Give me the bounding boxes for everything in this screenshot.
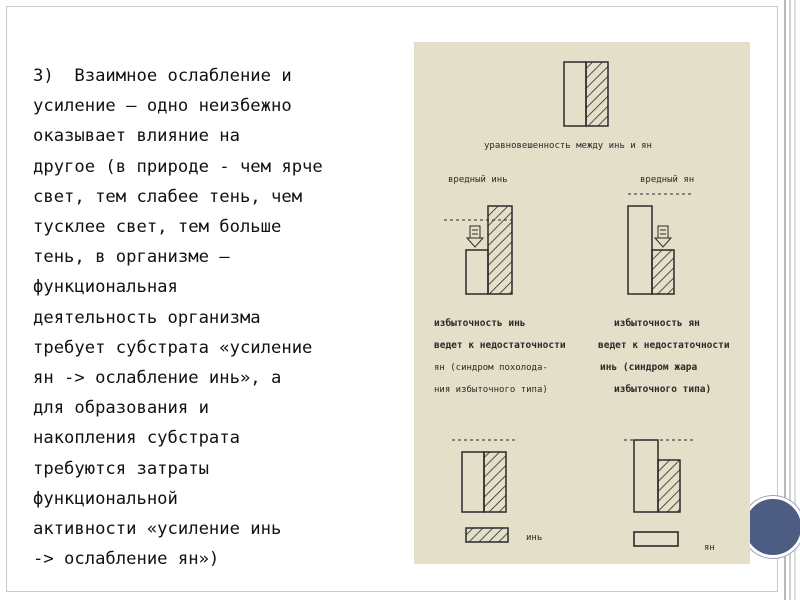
scanned-diagram [414,42,750,564]
arrow-down-icon [467,226,483,247]
slide-body-text: 3) Взаимное ослабление и усиление – одно неизбежно оказывает влияние на другое (в природе - чем ярче свет, тем слабее тень, чем тусклее свет, тем больше тень, в организме – функциональная деятельность организма требует субстрата «усиление ян -> ослабление инь», а для образования и накопления субстрата требуются затраты функциональной активности «усиление инь -> ослабление ян») [33,66,323,570]
legend-yang-swatch [634,532,678,546]
svg-text:ведет к недостаточности: ведет к недостаточности [434,340,566,351]
legend [466,528,715,553]
label-harmful-yang: вредный ян [640,175,695,185]
legend-yin-swatch [466,528,508,542]
svg-text:ведет к недостаточности: ведет к недостаточности [598,340,730,351]
excess-yang-figure [624,440,696,512]
svg-text:ян (синдром похолода-: ян (синдром похолода- [434,363,548,373]
harmful-yin-figure [444,206,512,294]
svg-text:инь (синдром жара: инь (синдром жара [600,362,698,373]
excess-yang-text [598,318,730,395]
arrow-down-icon [655,226,671,247]
caption-balance: уравновешенность между инь и ян [484,141,652,151]
svg-text:избыточность инь: избыточность инь [434,318,526,329]
yin-yang-diagram [414,42,750,564]
decorative-circle [742,496,800,558]
balance-figure [564,62,608,126]
label-harmful-yin: вредный инь [448,175,508,185]
svg-text:ния избыточного типа): ния избыточного типа) [434,385,548,395]
harmful-yang-figure [628,194,692,294]
excess-yin-text [434,318,566,395]
legend-yin-label: инь [526,533,543,543]
excess-yin-figure [452,440,516,512]
svg-text:избыточность ян: избыточность ян [614,318,700,329]
svg-text:избыточного типа): избыточного типа) [614,384,712,395]
legend-yang-label: ян [704,543,715,553]
